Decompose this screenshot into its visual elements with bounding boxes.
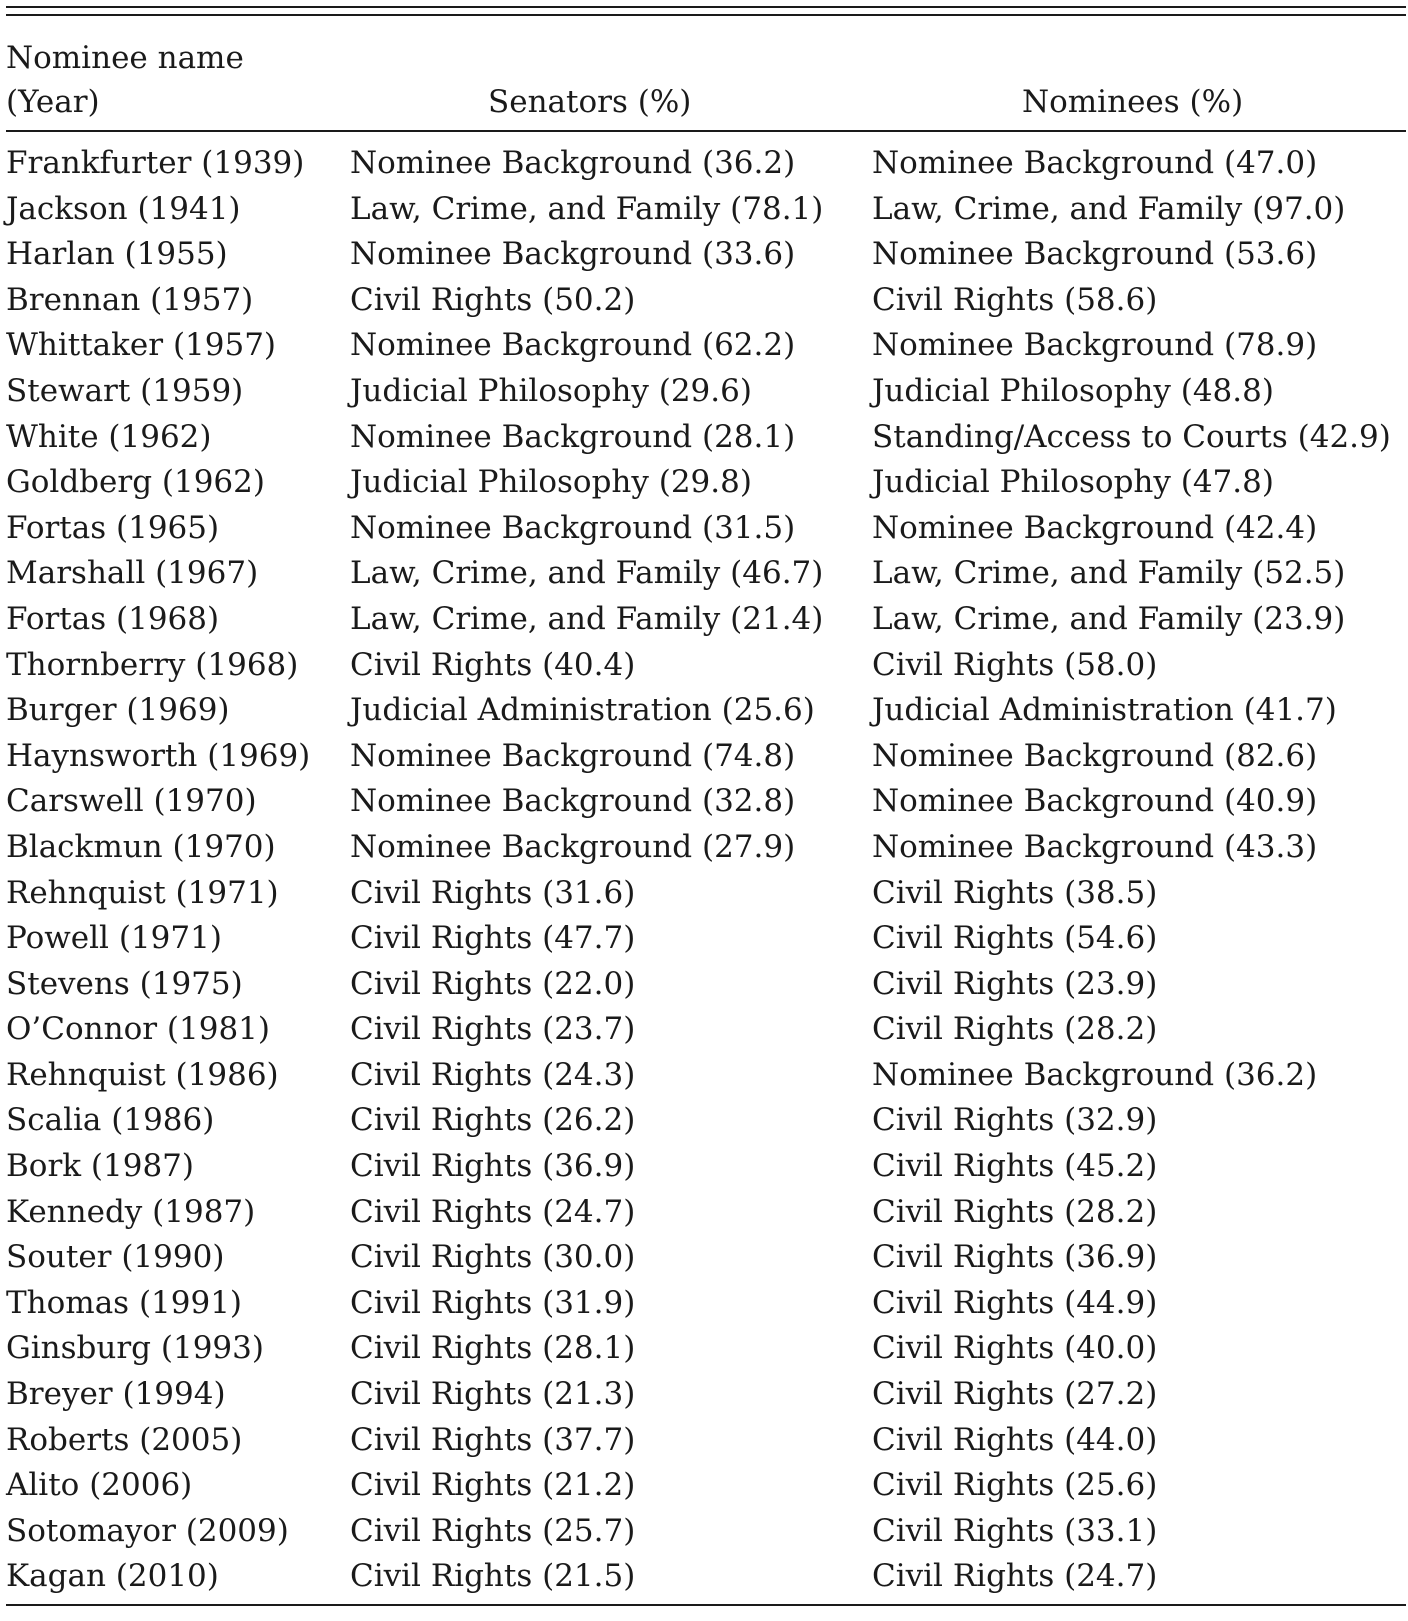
nominees-topic-cell: Civil Rights (23.9) bbox=[872, 965, 1158, 1002]
nominee-name-cell: White (1962) bbox=[6, 418, 212, 455]
table-row bbox=[6, 1372, 1406, 1418]
table-row bbox=[6, 1144, 1406, 1190]
table-row bbox=[6, 734, 1406, 780]
nominee-name-cell: Brennan (1957) bbox=[6, 281, 254, 318]
nominee-name-cell: Jackson (1941) bbox=[6, 190, 241, 227]
top-double-rule bbox=[6, 6, 1406, 16]
table-row bbox=[6, 187, 1406, 233]
senators-topic-cell: Civil Rights (37.7) bbox=[350, 1421, 636, 1458]
senators-topic-cell: Nominee Background (36.2) bbox=[350, 145, 796, 181]
senators-topic-cell: Civil Rights (26.2) bbox=[350, 1102, 636, 1139]
senators-topic-cell: Civil Rights (28.1) bbox=[350, 1330, 636, 1367]
table-row bbox=[6, 1098, 1406, 1144]
table-row bbox=[6, 1007, 1406, 1053]
nominees-topic-cell: Civil Rights (28.2) bbox=[872, 1193, 1158, 1230]
header-nominee-name-line2: (Year) bbox=[6, 84, 100, 120]
nominee-name-cell: Rehnquist (1986) bbox=[6, 1056, 279, 1093]
table-row bbox=[6, 1326, 1406, 1372]
senators-topic-cell: Law, Crime, and Family (78.1) bbox=[350, 190, 824, 227]
nominees-topic-cell: Civil Rights (38.5) bbox=[872, 874, 1158, 911]
senators-topic-cell: Civil Rights (21.3) bbox=[350, 1376, 636, 1413]
table-row bbox=[6, 1281, 1406, 1327]
nominees-topic-cell: Nominee Background (47.0) bbox=[872, 145, 1318, 181]
table-row bbox=[6, 643, 1406, 689]
header-nominees: Nominees (%) bbox=[1022, 84, 1244, 120]
nominee-name-cell: Harlan (1955) bbox=[6, 236, 228, 273]
table-row bbox=[6, 323, 1406, 369]
senators-topic-cell: Civil Rights (30.0) bbox=[350, 1239, 636, 1276]
table-row bbox=[6, 232, 1406, 278]
table-row bbox=[6, 962, 1406, 1008]
table-row bbox=[6, 597, 1406, 643]
table-row bbox=[6, 369, 1406, 415]
nominees-topic-cell: Standing/Access to Courts (42.9) bbox=[872, 418, 1391, 455]
nominee-name-cell: Sotomayor (2009) bbox=[6, 1512, 289, 1549]
nominee-name-cell: Frankfurter (1939) bbox=[6, 145, 305, 181]
senators-topic-cell: Nominee Background (28.1) bbox=[350, 418, 796, 455]
table-row bbox=[6, 141, 1406, 187]
nominee-name-cell: Souter (1990) bbox=[6, 1239, 225, 1276]
senators-topic-cell: Nominee Background (33.6) bbox=[350, 236, 796, 273]
nominee-name-cell: Blackmun (1970) bbox=[6, 828, 276, 865]
nominees-topic-cell: Nominee Background (82.6) bbox=[872, 737, 1318, 774]
header-nominee-name bbox=[6, 36, 244, 124]
nominee-name-cell: Ginsburg (1993) bbox=[6, 1330, 264, 1367]
nominees-topic-cell: Law, Crime, and Family (23.9) bbox=[872, 600, 1346, 637]
nominee-name-cell: Kennedy (1987) bbox=[6, 1193, 256, 1230]
nominees-topic-cell: Civil Rights (45.2) bbox=[872, 1148, 1158, 1185]
nominees-topic-cell: Civil Rights (25.6) bbox=[872, 1467, 1158, 1504]
senators-topic-cell: Civil Rights (25.7) bbox=[350, 1512, 636, 1549]
senators-topic-cell: Nominee Background (32.8) bbox=[350, 783, 796, 820]
nominees-topic-cell: Civil Rights (33.1) bbox=[872, 1512, 1158, 1549]
nominees-topic-cell: Civil Rights (40.0) bbox=[872, 1330, 1158, 1367]
table-row bbox=[6, 1463, 1406, 1509]
senators-topic-cell: Judicial Philosophy (29.6) bbox=[350, 372, 752, 409]
senators-topic-cell: Judicial Administration (25.6) bbox=[350, 692, 815, 729]
nominees-topic-cell: Civil Rights (44.9) bbox=[872, 1284, 1158, 1321]
nominee-name-cell: Alito (2006) bbox=[6, 1467, 193, 1504]
table-row bbox=[6, 916, 1406, 962]
senators-topic-cell: Civil Rights (50.2) bbox=[350, 281, 636, 318]
nominee-name-cell: Scalia (1986) bbox=[6, 1102, 215, 1139]
table-row bbox=[6, 551, 1406, 597]
nominee-name-cell: Kagan (2010) bbox=[6, 1558, 219, 1595]
table-row bbox=[6, 278, 1406, 324]
nominee-name-cell: Roberts (2005) bbox=[6, 1421, 243, 1458]
header-nominee-name-line1: Nominee name bbox=[6, 40, 244, 76]
nominees-topic-cell: Civil Rights (58.0) bbox=[872, 646, 1158, 683]
senators-topic-cell: Civil Rights (31.9) bbox=[350, 1284, 636, 1321]
table-row bbox=[6, 460, 1406, 506]
table-row bbox=[6, 1418, 1406, 1464]
nominee-topics-table bbox=[6, 6, 1406, 1606]
nominees-topic-cell: Nominee Background (36.2) bbox=[872, 1056, 1318, 1093]
senators-topic-cell: Nominee Background (74.8) bbox=[350, 737, 796, 774]
nominees-topic-cell: Nominee Background (53.6) bbox=[872, 236, 1318, 273]
nominee-name-cell: Burger (1969) bbox=[6, 692, 230, 729]
nominees-topic-cell: Civil Rights (27.2) bbox=[872, 1376, 1158, 1413]
senators-topic-cell: Civil Rights (21.5) bbox=[350, 1558, 636, 1595]
nominee-name-cell: Thomas (1991) bbox=[6, 1284, 243, 1321]
nominee-name-cell: Stewart (1959) bbox=[6, 372, 244, 409]
senators-topic-cell: Civil Rights (23.7) bbox=[350, 1011, 636, 1048]
nominees-topic-cell: Nominee Background (78.9) bbox=[872, 327, 1318, 364]
nominees-topic-cell: Nominee Background (43.3) bbox=[872, 828, 1318, 865]
nominee-name-cell: Haynsworth (1969) bbox=[6, 737, 311, 774]
nominees-topic-cell: Nominee Background (40.9) bbox=[872, 783, 1318, 820]
nominee-name-cell: O’Connor (1981) bbox=[6, 1011, 270, 1048]
table-row bbox=[6, 779, 1406, 825]
nominees-topic-cell: Judicial Administration (41.7) bbox=[872, 692, 1337, 729]
senators-topic-cell: Civil Rights (31.6) bbox=[350, 874, 636, 911]
table-header bbox=[6, 16, 1406, 132]
nominees-topic-cell: Judicial Philosophy (48.8) bbox=[872, 372, 1274, 409]
senators-topic-cell: Nominee Background (62.2) bbox=[350, 327, 796, 364]
nominees-topic-cell: Law, Crime, and Family (97.0) bbox=[872, 190, 1346, 227]
senators-topic-cell: Nominee Background (27.9) bbox=[350, 828, 796, 865]
header-senators: Senators (%) bbox=[488, 84, 692, 120]
senators-topic-cell: Civil Rights (22.0) bbox=[350, 965, 636, 1002]
nominee-name-cell: Breyer (1994) bbox=[6, 1376, 226, 1413]
senators-topic-cell: Civil Rights (40.4) bbox=[350, 646, 636, 683]
nominee-name-cell: Stevens (1975) bbox=[6, 965, 243, 1002]
table-row bbox=[6, 688, 1406, 734]
nominees-topic-cell: Nominee Background (42.4) bbox=[872, 509, 1318, 546]
nominees-topic-cell: Civil Rights (36.9) bbox=[872, 1239, 1158, 1276]
nominees-topic-cell: Civil Rights (44.0) bbox=[872, 1421, 1158, 1458]
senators-topic-cell: Civil Rights (21.2) bbox=[350, 1467, 636, 1504]
nominee-name-cell: Fortas (1965) bbox=[6, 509, 220, 546]
senators-topic-cell: Civil Rights (36.9) bbox=[350, 1148, 636, 1185]
senators-topic-cell: Nominee Background (31.5) bbox=[350, 509, 796, 546]
nominee-name-cell: Carswell (1970) bbox=[6, 783, 257, 820]
nominee-name-cell: Bork (1987) bbox=[6, 1148, 194, 1185]
senators-topic-cell: Law, Crime, and Family (46.7) bbox=[350, 555, 824, 592]
nominees-topic-cell: Civil Rights (54.6) bbox=[872, 920, 1158, 957]
senators-topic-cell: Law, Crime, and Family (21.4) bbox=[350, 600, 824, 637]
table-row bbox=[6, 825, 1406, 871]
table-row bbox=[6, 1190, 1406, 1236]
table-row bbox=[6, 871, 1406, 917]
nominees-topic-cell: Civil Rights (28.2) bbox=[872, 1011, 1158, 1048]
table-row bbox=[6, 506, 1406, 552]
nominees-topic-cell: Law, Crime, and Family (52.5) bbox=[872, 555, 1346, 592]
senators-topic-cell: Civil Rights (24.3) bbox=[350, 1056, 636, 1093]
bottom-rule bbox=[6, 1604, 1406, 1606]
senators-topic-cell: Civil Rights (24.7) bbox=[350, 1193, 636, 1230]
nominee-name-cell: Goldberg (1962) bbox=[6, 464, 265, 501]
nominees-topic-cell: Civil Rights (32.9) bbox=[872, 1102, 1158, 1139]
table-body bbox=[6, 132, 1406, 1600]
nominee-name-cell: Rehnquist (1971) bbox=[6, 874, 279, 911]
nominee-name-cell: Thornberry (1968) bbox=[6, 646, 299, 683]
senators-topic-cell: Judicial Philosophy (29.8) bbox=[350, 464, 752, 501]
table-row bbox=[6, 1235, 1406, 1281]
nominees-topic-cell: Judicial Philosophy (47.8) bbox=[872, 464, 1274, 501]
table-row bbox=[6, 415, 1406, 461]
nominee-name-cell: Powell (1971) bbox=[6, 920, 222, 957]
table-row bbox=[6, 1053, 1406, 1099]
senators-topic-cell: Civil Rights (47.7) bbox=[350, 920, 636, 957]
nominee-name-cell: Whittaker (1957) bbox=[6, 327, 277, 364]
table-row bbox=[6, 1509, 1406, 1555]
nominees-topic-cell: Civil Rights (58.6) bbox=[872, 281, 1158, 318]
nominee-name-cell: Marshall (1967) bbox=[6, 555, 259, 592]
nominees-topic-cell: Civil Rights (24.7) bbox=[872, 1558, 1158, 1595]
table-row bbox=[6, 1554, 1406, 1600]
nominee-name-cell: Fortas (1968) bbox=[6, 600, 220, 637]
